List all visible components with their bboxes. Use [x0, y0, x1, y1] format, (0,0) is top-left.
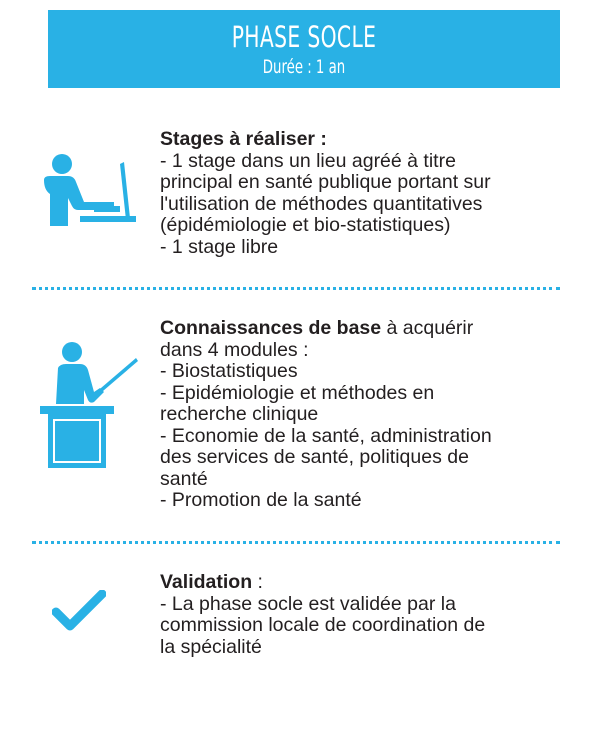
- list-item: (épidémiologie et bio-statistiques): [160, 214, 451, 236]
- list-item: - Economie de la santé, administration: [160, 424, 492, 447]
- page-title: PHASE SOCLE: [231, 20, 377, 54]
- section-heading: Stages à réaliser :: [160, 128, 327, 150]
- list-item: l'utilisation de méthodes quantitatives: [160, 192, 483, 215]
- validation-section: [160, 572, 485, 658]
- list-item: la spécialité: [160, 635, 262, 658]
- stages-section: [160, 129, 491, 258]
- section-heading: Connaissances de base à acquérir: [160, 317, 474, 339]
- list-item: commission locale de coordination de: [160, 614, 486, 636]
- section-heading: Validation :: [160, 571, 263, 593]
- list-item: - Promotion de la santé: [160, 489, 362, 511]
- list-item: - Epidémiologie et méthodes en: [160, 381, 435, 404]
- list-item: recherche clinique: [160, 403, 319, 425]
- duration-subtitle: Durée : 1 an: [262, 56, 346, 78]
- section-divider: [32, 541, 560, 544]
- header-banner: [48, 10, 560, 88]
- teacher-at-podium-icon: [34, 338, 146, 472]
- list-item: - La phase socle est validée par la: [160, 592, 456, 615]
- knowledge-section: [160, 318, 492, 512]
- list-item: - Biostatistiques: [160, 360, 298, 382]
- list-item: - 1 stage libre: [160, 235, 279, 258]
- list-item: - 1 stage dans un lieu agréé à titre: [160, 149, 456, 172]
- list-item: dans 4 modules :: [160, 338, 309, 361]
- list-item: principal en santé publique portant sur: [160, 171, 491, 193]
- person-at-computer-icon: [34, 150, 146, 234]
- checkmark-icon: [52, 590, 106, 632]
- list-item: santé: [160, 467, 208, 490]
- list-item: des services de santé, politiques de: [160, 446, 469, 468]
- section-divider: [32, 287, 560, 290]
